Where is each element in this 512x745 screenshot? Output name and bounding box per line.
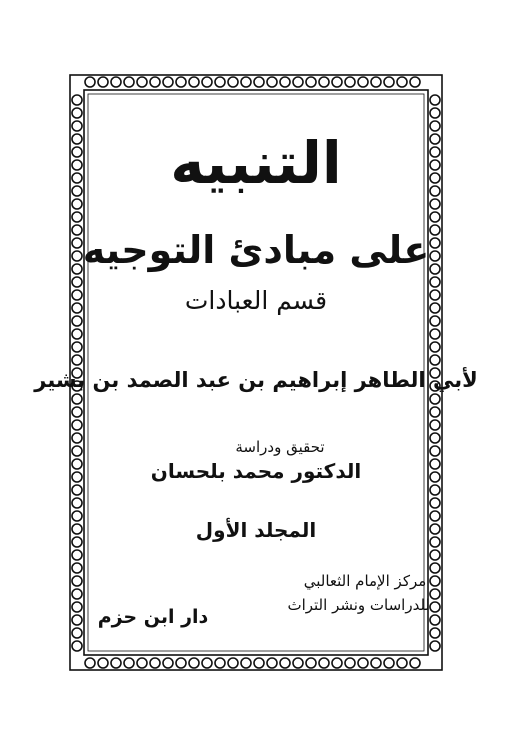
border-loop (72, 108, 82, 118)
publisher-name: دار ابن حزم (97, 606, 209, 628)
border-loop (254, 658, 264, 668)
border-loop (332, 77, 342, 87)
border-loop (72, 329, 82, 339)
border-loop (430, 563, 440, 573)
border-loop (430, 199, 440, 209)
border-loop (189, 77, 199, 87)
border-loop (430, 589, 440, 599)
border-loop (72, 355, 82, 365)
border-loop (72, 407, 82, 417)
border-loop (72, 212, 82, 222)
border-loop (430, 576, 440, 586)
border-loop (176, 658, 186, 668)
border-loop (254, 77, 264, 87)
border-loop (150, 77, 160, 87)
border-loop (85, 77, 95, 87)
border-loop (241, 77, 251, 87)
border-loop (430, 628, 440, 638)
border-loop (345, 77, 355, 87)
border-loop (319, 77, 329, 87)
border-loop (189, 658, 199, 668)
border-loop (241, 658, 251, 668)
border-loop (72, 641, 82, 651)
border-loop (430, 641, 440, 651)
border-loop (150, 658, 160, 668)
border-loop (202, 77, 212, 87)
border-loop (430, 212, 440, 222)
volume-label: المجلد الأول (195, 518, 317, 542)
border-loop (228, 658, 238, 668)
border-loop (430, 615, 440, 625)
editor-name: الدكتور محمد بلحسان (150, 459, 362, 483)
border-loop (306, 658, 316, 668)
border-loop (345, 658, 355, 668)
book-title: التنبيه (170, 129, 342, 197)
border-loop (430, 433, 440, 443)
border-loop (397, 77, 407, 87)
border-loop (332, 658, 342, 668)
border-loop (267, 77, 277, 87)
border-loop (163, 658, 173, 668)
border-loop (72, 550, 82, 560)
border-loop (72, 485, 82, 495)
border-loop (72, 95, 82, 105)
border-loop (72, 589, 82, 599)
border-loop (430, 446, 440, 456)
border-loop (306, 77, 316, 87)
border-loop (72, 563, 82, 573)
border-loop (430, 355, 440, 365)
border-loop (215, 658, 225, 668)
border-loop (430, 342, 440, 352)
border-loop (371, 77, 381, 87)
border-loop (72, 342, 82, 352)
border-loop (267, 658, 277, 668)
border-loop (430, 485, 440, 495)
border-loop (430, 550, 440, 560)
border-loop (384, 658, 394, 668)
border-loop (72, 498, 82, 508)
border-loop (72, 394, 82, 404)
border-loop (430, 329, 440, 339)
border-loop (280, 658, 290, 668)
border-loop (384, 77, 394, 87)
border-loop (358, 658, 368, 668)
border-loop (72, 199, 82, 209)
border-loop (430, 602, 440, 612)
border-loop (137, 77, 147, 87)
border-loop (72, 420, 82, 430)
border-loop (430, 316, 440, 326)
border-loop (319, 658, 329, 668)
tahqiq-label: تحقيق ودراسة (235, 438, 325, 456)
border-loop (111, 658, 121, 668)
border-loop (124, 77, 134, 87)
border-loop (430, 394, 440, 404)
book-subtitle: على مبادئ التوجيه (82, 228, 430, 272)
border-loop (371, 658, 381, 668)
border-loop (280, 77, 290, 87)
border-loop (430, 420, 440, 430)
border-loop (430, 95, 440, 105)
border-loop (163, 77, 173, 87)
border-loop (228, 77, 238, 87)
border-loop (430, 498, 440, 508)
border-loop (410, 77, 420, 87)
border-loop (397, 658, 407, 668)
border-loop (85, 658, 95, 668)
section-name: قسم العبادات (184, 286, 328, 315)
border-loop (358, 77, 368, 87)
border-loop (410, 658, 420, 668)
border-loop (111, 77, 121, 87)
border-loop (293, 658, 303, 668)
border-loop (215, 77, 225, 87)
border-loop (124, 658, 134, 668)
border-loop (98, 658, 108, 668)
border-loop (72, 316, 82, 326)
border-loop (72, 615, 82, 625)
border-loop (430, 407, 440, 417)
border-loop (98, 77, 108, 87)
border-loop (137, 658, 147, 668)
border-loop (430, 108, 440, 118)
border-loop (72, 446, 82, 456)
border-loop (293, 77, 303, 87)
research-center-line1: مركز الإمام الثعالبي (303, 572, 427, 590)
border-loop (176, 77, 186, 87)
research-center-line2: للدراسات ونشر التراث (287, 596, 430, 614)
border-loop (72, 433, 82, 443)
border-loop (202, 658, 212, 668)
author-name: لأبي الطاهر إبراهيم بن عبد الصمد بن بشير (34, 368, 478, 392)
border-loop (72, 628, 82, 638)
border-loop (72, 576, 82, 586)
border-loop (72, 602, 82, 612)
